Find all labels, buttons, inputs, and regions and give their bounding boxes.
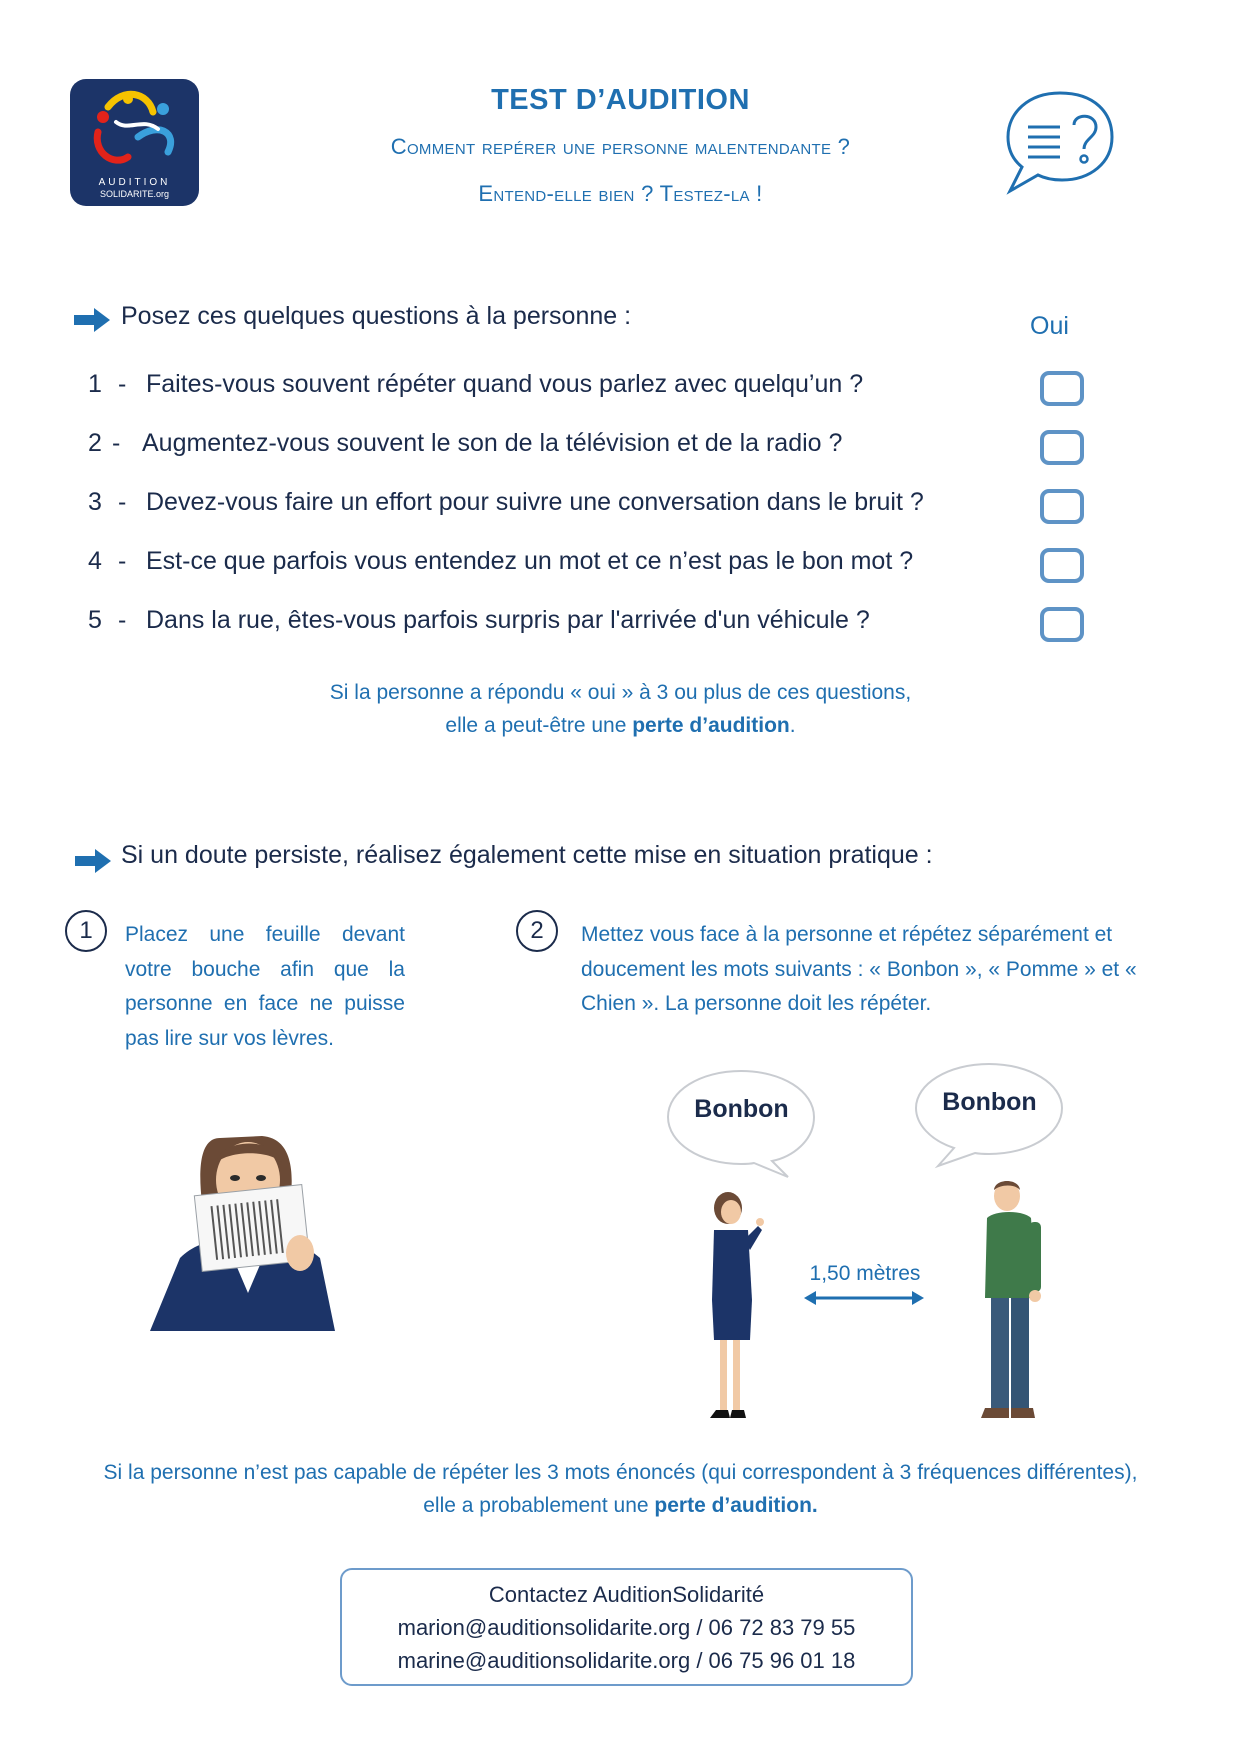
conclusion-line-1: Si la personne n’est pas capable de répéter les 3 mots énoncés (qui correspondent à 3 fréquences différentes), — [103, 1461, 1138, 1484]
question-dash: - — [118, 547, 127, 575]
speech-bubble-question-icon — [1000, 85, 1120, 200]
question-text: Est-ce que parfois vous entendez un mot et ce n’est pas le bon mot ? — [146, 547, 914, 575]
oui-checkbox-4[interactable] — [1040, 548, 1084, 583]
arrow-right-icon — [75, 849, 111, 873]
arrow-right-icon — [74, 308, 110, 332]
question-row-1 — [0, 370, 1241, 410]
question-dash: - — [118, 606, 127, 634]
question-text: Dans la rue, êtes-vous parfois surpris par l'arrivée d'un véhicule ? — [146, 606, 870, 634]
oui-column-label: Oui — [1030, 312, 1069, 340]
question-row-5 — [0, 606, 1241, 646]
conclusion-line-2 — [0, 1494, 1241, 1518]
question-text: Augmentez-vous souvent le son de la télévision et de la radio ? — [142, 429, 843, 457]
question-row-4 — [0, 547, 1241, 587]
contact-line-2[interactable]: marine@auditionsolidarite.org / 06 75 96 01 18 — [397, 1648, 856, 1673]
practical-heading: Si un doute persiste, réalisez également cette mise en situation pratique : — [121, 841, 933, 869]
contact-line-1[interactable]: marion@auditionsolidarite.org / 06 72 83 79 55 — [397, 1615, 856, 1640]
page-title: TEST D’AUDITION — [491, 84, 750, 116]
step-1-number: 1 — [65, 910, 107, 952]
question-row-3 — [0, 488, 1241, 528]
question-number: 5 — [88, 606, 102, 634]
page-subtitle-1: Comment repérer une personne malentendante ? — [390, 134, 851, 159]
speech-bubble-left — [664, 1065, 819, 1180]
question-dash: - — [118, 488, 127, 516]
questionnaire-note-line-2 — [0, 714, 1241, 738]
question-dash: - — [118, 370, 127, 398]
question-number: 2 — [88, 429, 102, 457]
question-row-2 — [0, 429, 1241, 469]
speech-word-right: Bonbon — [942, 1088, 1037, 1116]
note-bold: perte d’audition — [632, 714, 790, 737]
man-standing-illustration — [975, 1178, 1050, 1424]
questions-heading: Posez ces quelques questions à la personne : — [121, 302, 632, 330]
conclusion-bold: perte d’audition. — [654, 1494, 818, 1517]
step-1-text: Placez une feuille devant votre bouche afin que la personne en face ne puisse pas lire sur vos lèvres. — [125, 923, 405, 1050]
contact-box — [340, 1568, 913, 1686]
oui-checkbox-1[interactable] — [1040, 371, 1084, 406]
oui-checkbox-3[interactable] — [1040, 489, 1084, 524]
distance-label: 1,50 mètres — [809, 1262, 921, 1285]
question-number: 1 — [88, 370, 102, 398]
contact-title: Contactez AuditionSolidarité — [488, 1582, 765, 1607]
conclusion-prefix: elle a probablement une — [423, 1494, 655, 1517]
logo-text-1: AUDITION — [98, 177, 171, 188]
question-text: Faites-vous souvent répéter quand vous parlez avec quelqu’un ? — [146, 370, 864, 398]
question-number: 4 — [88, 547, 102, 575]
logo-text-2: SOLIDARITE.org — [99, 189, 170, 199]
speech-word-left: Bonbon — [694, 1095, 789, 1123]
page-subtitle-2: Entend-elle bien ? Testez-la ! — [478, 181, 763, 206]
step-2-number: 2 — [516, 910, 558, 952]
note-suffix: . — [789, 714, 796, 737]
questionnaire-note-line-1: Si la personne a répondu « oui » à 3 ou plus de ces questions, — [329, 681, 912, 704]
oui-checkbox-2[interactable] — [1040, 430, 1084, 465]
woman-standing-illustration — [700, 1190, 770, 1422]
step-2-text: Mettez vous face à la personne et répétez séparément et doucement les mots suivants : « Bonbon », « Pomme » et « Chien ». La personne doit les répéter. — [581, 923, 1137, 1015]
question-text: Devez-vous faire un effort pour suivre une conversation dans le bruit ? — [146, 488, 924, 516]
speech-bubble-right — [912, 1058, 1067, 1170]
oui-checkbox-5[interactable] — [1040, 607, 1084, 642]
question-dash: - — [112, 429, 121, 457]
double-arrow-icon — [804, 1290, 924, 1306]
woman-covering-mouth-illustration — [150, 1118, 335, 1331]
note-prefix: elle a peut-être une — [445, 714, 633, 737]
question-number: 3 — [88, 488, 102, 516]
